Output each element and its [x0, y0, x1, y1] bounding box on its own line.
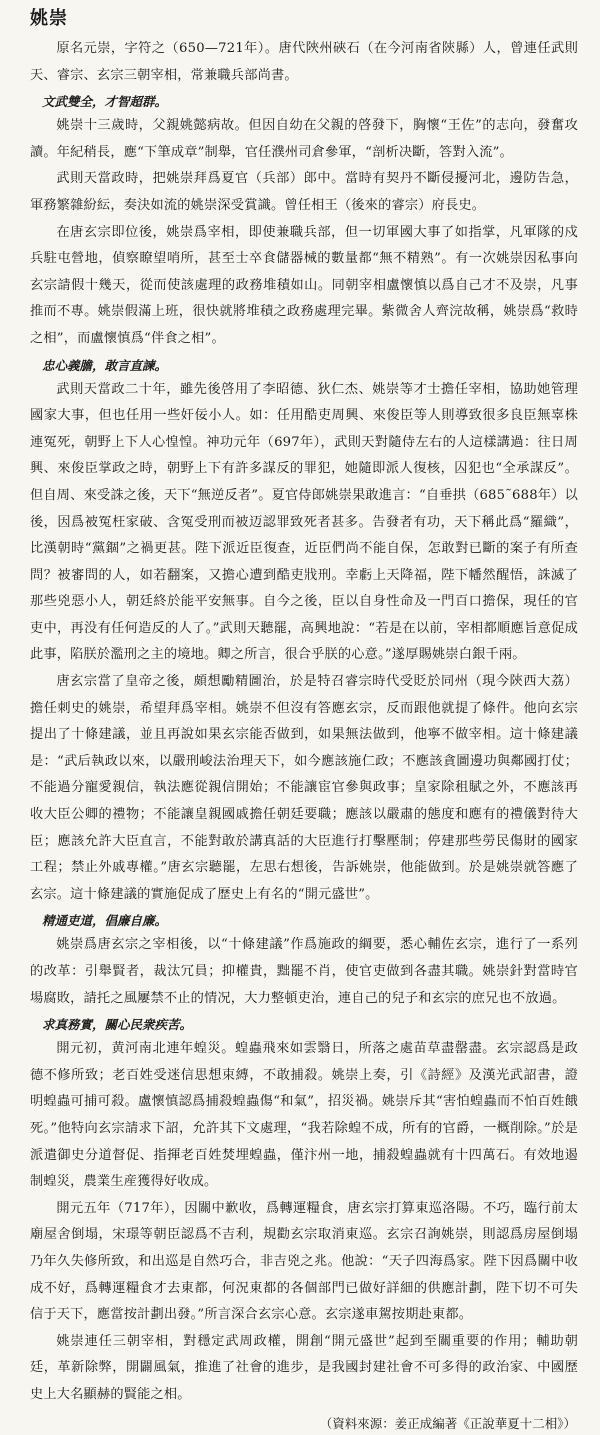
paragraph: 開元初，黄河南北連年蝗災。蝗蟲飛來如雲翳日，所落之處苗草盡罄盡。玄宗認爲是政德不修所致；老百姓受迷信思想束縛，不敢捕殺。姚崇上奏，引《詩經》及漢光武詔書，證明蝗蟲可捕可殺。盧懷慎認爲捕殺蝗蟲傷“和氣”，招災禍。姚崇斥其“害怕蝗蟲而不怕百姓餓死。”他特向玄宗請求下詔，允許其下文處理，“我若除蝗不成，所有的官爵，一概削除。”於是派遣御史分道督促、指揮老百姓焚埋蝗蟲，僅汴州一地，捕殺蝗蟲就有十四萬石。有效地遏制蝗災，農業生産獲得好收成。: [30, 1041, 578, 1190]
intro-paragraph: 原名元崇，字符之（650—721年）。唐代陜州硤石（在今河南省陝縣）人，曾連任武則天、睿宗、玄宗三朝宰相，常兼職兵部尚書。: [30, 41, 578, 83]
paragraph: 武則天當政二十年，雖先後啓用了李昭德、狄仁杰、姚崇等才士擔任宰相，協助她管理國家大事，但也任用一些奸佞小人。如：任用酷吏周興、來俊臣等人則導致很多良臣無辜株連冤死，朝野上下人心惶惶。神功元年（697年），武則天對隨侍左右的人這樣講過：往日周興、來俊臣掌政之時，朝野上下有許多謀反的罪犯，她隨即派人復核，囚犯也“全承謀反”。但自周、來受誅之後，天下“無逆反者”。夏官侍郎姚崇果敢進言：“自垂拱（685˜688年）以後，因爲被冤枉家破、含冤受刑而被迈認罪致死者甚多。告發者有功，天下稱此爲“羅織”，比漢朝時“黨錮”之禍更甚。陛下派近臣復查，近臣們尚不能自保，怎敢對已斷的案子有所查問？被審問的人，如若翻案，又擔心遭到酷吏戕刑。幸虧上天降福，陛下幡然醒悟，誅滅了那些兇惡小人，朝廷終於能平安無事。自今之後，臣以自身性命及一門百口擔保，現任的官吏中，再没有任何造反的人了。”武則天聽罷，高興地說：“若是在以前，宰相都順應旨意促成此事，陷朕於濫刑之主的境地。卿之所言，很合乎朕的心意。”遂厚賜姚崇白銀千兩。: [30, 381, 578, 663]
paragraph: 姚崇爲唐玄宗之宰相後，以“十條建議”作爲施政的綱要，悉心輔佐玄宗，進行了一系列的改革：引舉賢者，裁汰冗員；抑權貴，黜罷不肖，使官吏做到各盡其職。姚崇針對當時官場腐敗，請托之風屢禁不止的情况，大力整頓吏治，連自己的兒子和玄宗的庶兄也不放過。: [30, 937, 578, 1006]
paragraph: 武則天當政時，把姚崇拜爲夏官（兵部）郎中。當時有契丹不斷侵擾河北，邊防告急，軍務繁雜紛紜，奏決如流的姚崇深受賞識。曾任相王（後來的睿宗）府長史。: [30, 171, 578, 213]
paragraph: 開元五年（717年），因關中歉收，爲轉運糧食，唐玄宗打算東巡洛陽。不巧，臨行前太廟屋舍倒塌，宋璟等朝臣認爲不吉利，規勸玄宗取消東巡。玄宗召詢姚崇，則認爲房屋倒塌乃年久失修所致，和出巡是自然巧合，非吉兇之兆。他說：“天子四海爲家。陛下因爲關中收成不好，爲轉運糧食才去東都，何況東都的各個部門已做好詳細的供應計劃，陛下切不可失信于天下，應當按計劃出發。”所言深合玄宗心意。玄宗遂車駕按期赴東都。: [30, 1200, 578, 1323]
paragraph: 姚崇十三歲時，父親姚懿病故。但因自幼在父親的啓發下，胸懷“王佐”的志向，發奮攻讀。年紀稍長，應“下筆成章”制舉，官任濮州司倉參軍，“剖析决斷，答對入流”。: [30, 118, 578, 160]
section-heading: 文武雙全，才智超群。: [42, 94, 168, 110]
article-title: 姚崇: [30, 8, 68, 29]
section-heading: 求真務實，關心民衆疾苦。: [42, 1017, 193, 1033]
section-heading: 忠心義膽，敢言直諫。: [42, 357, 168, 373]
section-heading: 精通吏道，倡廉自廉。: [42, 913, 168, 929]
source-citation: （資料來源：姜正成編著《正說華夏十二相》）: [319, 1415, 576, 1431]
paragraph: 在唐玄宗即位後，姚崇爲宰相，即使兼職兵部，但一切軍國大事了如指掌，凡軍隊的戍兵駐屯營地，偵察瞭望哨所，甚至士卒食儲器械的數量都“無不精熟”。有一次姚崇因私事向玄宗請假十幾天，從而使該處理的政務堆積如山。同朝宰相盧懷慎以爲自己才不及崇，凡事推而不專。姚崇假滿上班，很快就將堆積之政務處理完畢。紫微舍人齊浣故稱，姚崇爲“救時之相”，而盧懷慎爲“伴食之相”。: [30, 224, 578, 346]
paragraph: 唐玄宗當了皇帝之後，頗想勵精圖治，於是特召睿宗時代受貶於同州（現今陝西大荔）擔任刺史的姚崇，希望拜爲宰相。姚崇不但沒有答應玄宗，反而跟他就提了條件。他向玄宗提出了十條建議，並且再說如果玄宗能否做到，如果無法做到，他寧不做宰相。這十條建議是：“武后執政以來，以嚴刑峻法治理天下，如今應該施仁政；不應該貪圖邊功與鄰國打仗；不能過分寵愛親信，執法應從親信開始；不能讓宦官參與政事；皇家除租賦之外，不應該再收大臣公卿的禮物；不能讓皇親國戚擔任朝廷要職；應該以嚴肅的態度和應有的禮儀對待大臣；應該允許大臣直言，不能對敢於講真話的大臣進行打擊壓制；停建那些勞民傷財的國家工程；禁止外戚專權。”唐玄宗聽罷，左思右想後，告訴姚崇，他能做到。於是姚崇就答應了玄宗。這十條建議的實施促成了歷史上有名的“開元盛世”。: [30, 674, 578, 902]
paragraph: 姚崇連任三朝宰相，對穩定武周政權，開創“開元盛世”起到至關重要的作用；輔助朝廷，革新除弊，開闢風氣，推進了社會的進步，是我國封建社會不可多得的政治家、中國歷史上大名顯赫的賢能之相。: [30, 1333, 578, 1402]
